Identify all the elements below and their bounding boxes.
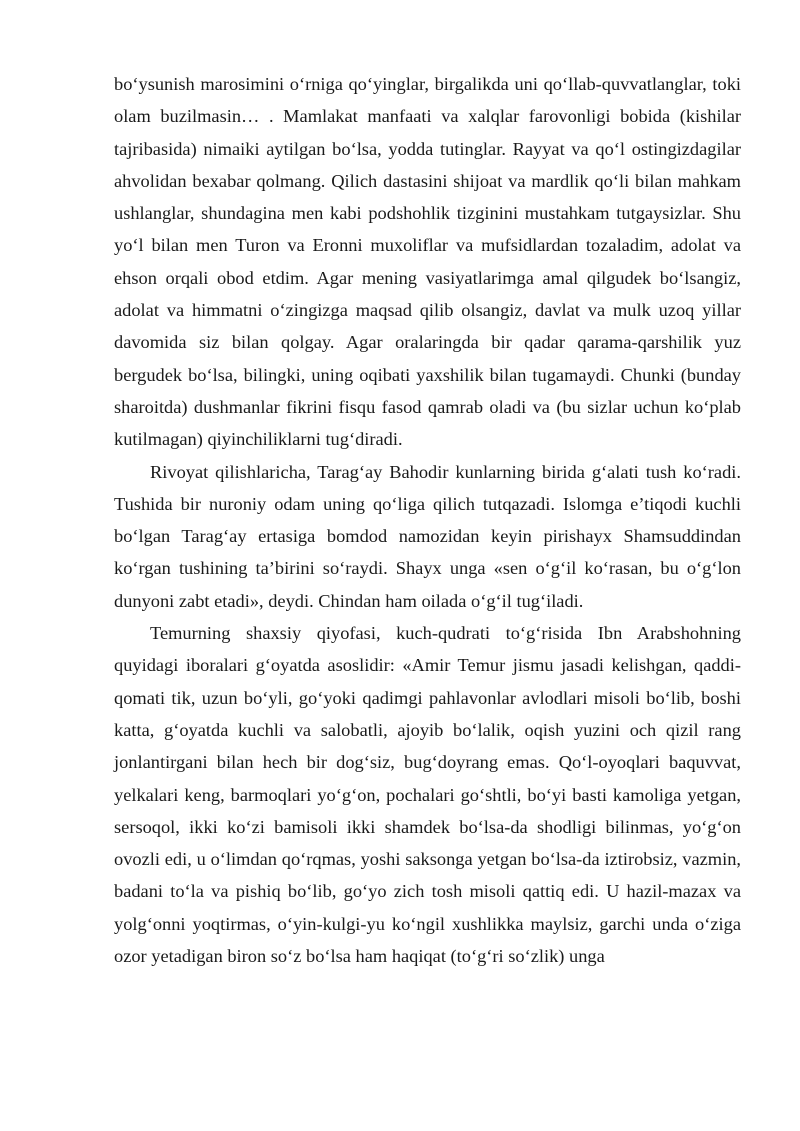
paragraph-temur-appearance: Temurning shaxsiy qiyofasi, kuch-qudrati to‘g‘risida Ibn Arabshohning quyidagi iboralari g‘oyatda asoslidir: «Amir Temur jismu jasadi kelishgan, qaddi-qomati tik, uzun bo‘yli, go‘yoki qadimgi pahlavonlar avlodlari misoli bo‘lib, boshi katta, g‘oyatda kuchli va salobatli, ajoyib bo‘lalik, oqish yuzini och qizil rang jonlantirgani bilan hech bir dog‘siz, bug‘doyrang emas. Qo‘l-oyoqlari baquvvat, yelkalari keng, barmoqlari yo‘g‘on, pochalari go‘shtli, bo‘yi basti kamoliga yetgan, sersoqol, ikki ko‘zi bamisoli ikki shamdek bo‘lsa-da shodligi bilinmas, yo‘g‘on ovozli edi, u o‘limdan qo‘rqmas, yoshi saksonga yetgan bo‘lsa-da iztirobsiz, vazmin, badani to‘la va pishiq bo‘lib, go‘yo zich tosh misoli qattiq edi. U hazil-mazax va yolg‘onni yoqtirmas, o‘yin-kulgi-yu ko‘ngil xushlikka maylsiz, garchi unda o‘ziga ozor yetadigan biron so‘z bo‘lsa ham haqiqat (to‘g‘ri so‘zlik) unga — [114, 623, 741, 967]
paragraph-testament-end: bo‘ysunish marosimini o‘rniga qo‘yinglar, birgalikda uni qo‘llab-quvvatlanglar, toki olam buzilmasin… . Mamlakat manfaati va xalqlar farovonligi bobida (kishilar tajribasida) nimaiki aytilgan bo‘lsa, yodda tutinglar. Rayyat va qo‘l ostingizdagilar ahvolidan bexabar qolmang. Qilich dastasini shijoat va mardlik qo‘li bilan mahkam ushlanglar, shundagina men kabi podshohlik tizginini mustahkam tutgaysizlar. Shu yo‘l bilan men Turon va Eronni muxoliflar va mufsidlardan tozaladim, adolat va ehson orqali obod etdim. Agar mening vasiyatlarimga amal qilgudek bo‘lsangiz, adolat va himmatni o‘zingizga maqsad qilib olsangiz, davlat va mulk uzoq yillar davomida siz bilan qolgay. Agar oralaringda bir qadar qarama-qarshilik yuz bergudek bo‘lsa, bilingki, uning oqibati yaxshilik bilan tugamaydi. Chunki (bunday sharoitda) dushmanlar fikrini fisqu fasod qamrab oladi va (bu sizlar uchun ko‘plab kutilmagan) qiyinchiliklarni tug‘diradi. — [114, 74, 741, 450]
paragraph-taragay-dream: Rivoyat qilishlaricha, Tarag‘ay Bahodir kunlarning birida g‘alati tush ko‘radi. Tushida bir nuroniy odam uning qo‘liga qilich tutqazadi. Islomga e’tiqodi kuchli bo‘lgan Tarag‘ay ertasiga bomdod namozidan keyin pirishayx Shamsuddindan ko‘rgan tushining ta’birini so‘raydi. Shayx unga «sen o‘g‘il ko‘rasan, bu o‘g‘lon dunyoni zabt etadi», deydi. Chindan ham oilada o‘g‘il tug‘iladi. — [114, 461, 741, 611]
document-page — [114, 68, 741, 972]
